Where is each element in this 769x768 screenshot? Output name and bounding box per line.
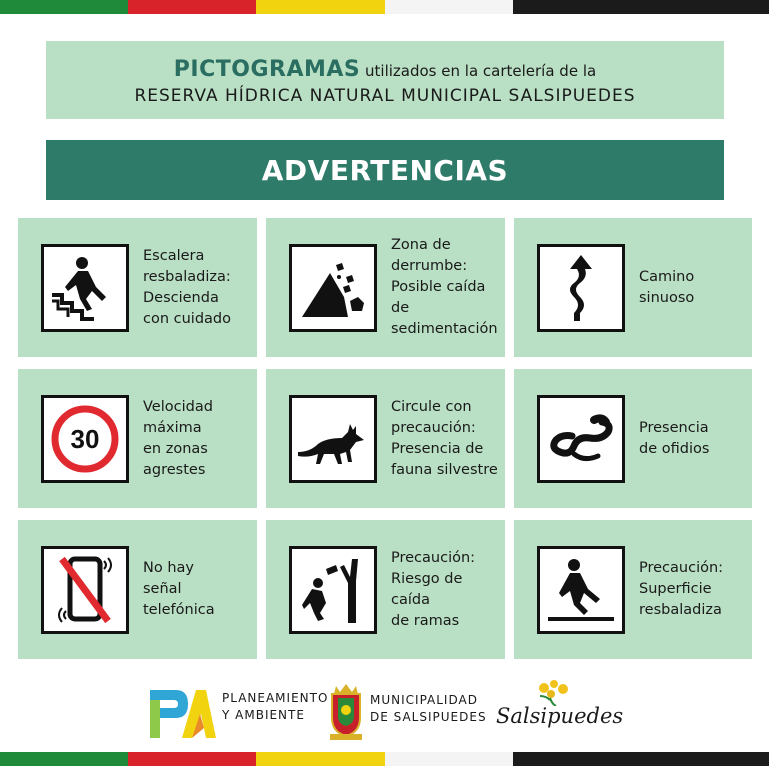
section-banner: ADVERTENCIAS: [46, 140, 724, 200]
speed-limit-value: 30: [70, 423, 100, 454]
sign-frame: [41, 395, 129, 483]
card-label: Escalera resbaladiza: Descienda con cuidado: [143, 247, 231, 327]
footer-logos: [0, 678, 769, 744]
top-color-stripe: [0, 0, 769, 14]
stripe-black: [513, 752, 641, 766]
card-superficie: [514, 520, 752, 659]
card-caida-ramas: [266, 520, 505, 659]
fox-icon: [296, 402, 370, 476]
falling-branches-icon: [296, 553, 370, 627]
card-escalera: [18, 218, 257, 357]
stripe-yellow: [256, 0, 384, 14]
bottom-color-stripe: [0, 752, 769, 766]
pictogram-grid: [18, 218, 752, 659]
card-label: Precaución: Superficie resbaladiza: [639, 560, 724, 618]
header-title-bold: PICTOGRAMAS: [173, 57, 361, 82]
slippery-stairs-icon: [48, 251, 122, 325]
header-subtitle: RESERVA HÍDRICA NATURAL MUNICIPAL SALSIPUEDES: [134, 86, 636, 106]
snake-icon: [544, 402, 618, 476]
stripe-red: [128, 752, 256, 766]
sign-frame: [289, 244, 377, 332]
flowers-icon: [530, 678, 580, 706]
stripe-black-2: [641, 0, 769, 14]
slippery-surface-icon: [544, 553, 618, 627]
sign-frame: [41, 244, 129, 332]
municipal-shield-icon: [328, 682, 364, 742]
sign-frame: [537, 546, 625, 634]
sign-frame: [537, 244, 625, 332]
stripe-white: [385, 752, 513, 766]
winding-road-icon: [544, 251, 618, 325]
card-derrumbe: [266, 218, 505, 357]
card-velocidad: [18, 369, 257, 508]
stripe-white: [385, 0, 513, 14]
sign-frame: [537, 395, 625, 483]
salsipuedes-logo-text: Salsipuedes: [496, 704, 624, 728]
stripe-black: [513, 0, 641, 14]
sign-frame: [41, 546, 129, 634]
header-box: [46, 41, 724, 119]
planeamiento-logo-text: PLANEAMIENTO Y AMBIENTE: [222, 691, 329, 722]
stripe-black-2: [641, 752, 769, 766]
stripe-red: [128, 0, 256, 14]
speed-limit-icon: [48, 402, 122, 476]
rockfall-icon: [296, 251, 370, 325]
card-label: Precaución: Riesgo de caída de ramas: [391, 549, 476, 629]
municipalidad-logo-text: MUNICIPALIDAD DE SALSIPUEDES: [370, 693, 487, 724]
sign-frame: [289, 395, 377, 483]
card-label: Zona de derrumbe: Posible caída de sedimentación: [391, 237, 498, 337]
planeamiento-logo-icon: [148, 684, 216, 740]
card-label: No hay señal telefónica: [143, 560, 215, 618]
card-label: Camino sinuoso: [639, 268, 695, 306]
no-phone-signal-icon: [48, 553, 122, 627]
card-label: Presencia de ofidios: [639, 419, 710, 457]
card-ofidios: [514, 369, 752, 508]
card-label: Velocidad máxima en zonas agrestes: [143, 398, 213, 478]
stripe-green: [0, 0, 128, 14]
card-camino-sinuoso: [514, 218, 752, 357]
stripe-yellow: [256, 752, 384, 766]
header-title-rest: utilizados en la cartelería de la: [365, 62, 597, 80]
card-fauna: [266, 369, 505, 508]
sign-frame: [289, 546, 377, 634]
header-title-line: [46, 57, 724, 82]
stripe-green: [0, 752, 128, 766]
card-label: Circule con precaución: Presencia de fauna silvestre: [391, 398, 498, 478]
card-sin-senal: [18, 520, 257, 659]
